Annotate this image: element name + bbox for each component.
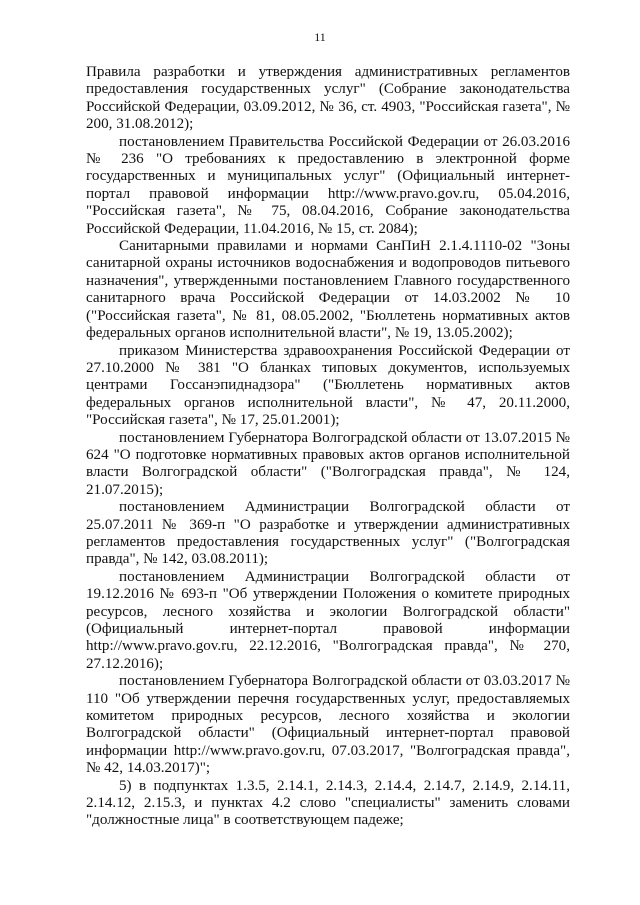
paragraph: постановлением Администрации Волгоградской области от 25.07.2011 № 369-п "О разработке и утверждении административных регламентов предоставления государственных услуг" ("Волгоградская правда", № 142, 03.08.2011); xyxy=(86,499,570,568)
document-body xyxy=(86,64,570,830)
paragraph: Правила разработки и утверждения административных регламентов предоставления государственных услуг" (Собрание законодательства Российской Федерации, 03.09.2012, № 36, ст. 4903, "Российская газета", № 200, 31.08.2012); xyxy=(86,64,570,133)
paragraph: Санитарными правилами и нормами СанПиН 2.1.4.1110-02 "Зоны санитарной охраны источников водоснабжения и водопроводов питьевого назначения", утвержденными постановлением Главного государственного санитарного врача Российской Федерации от 14.03.2002 № 10 ("Российская газета", № 81, 08.05.2002, "Бюллетень нормативных актов федеральных органов исполнительной власти", № 19, 13.05.2002); xyxy=(86,238,570,342)
paragraph: постановлением Администрации Волгоградской области от 19.12.2016 № 693-п "Об утверждении Положения о комитете природных ресурсов, лесного хозяйства и экологии Волгоградской области" (Официальный интернет-портал правовой информации http://www.pravo.gov.ru, 22.12.2016, "Волгоградская правда", № 270, 27.12.2016); xyxy=(86,568,570,672)
paragraph: приказом Министерства здравоохранения Российской Федерации от 27.10.2000 № 381 "О бланках типовых документов, используемых центрами Госсанэпиднадзора" ("Бюллетень нормативных актов федеральных органов исполнительной власти", № 47, 20.11.2000, "Российская газета", № 17, 25.01.2001); xyxy=(86,342,570,429)
paragraph: постановлением Губернатора Волгоградской области от 13.07.2015 № 624 "О подготовке нормативных правовых актов органов исполнительной власти Волгоградской области" ("Волгоградская правда", № 124, 21.07.2015); xyxy=(86,429,570,498)
paragraph: 5) в подпунктах 1.3.5, 2.14.1, 2.14.3, 2.14.4, 2.14.7, 2.14.9, 2.14.11, 2.14.12, 2.15.3, и пунктах 4.2 слово "специалисты" заменить словами "должностные лица" в соответствующем падеже; xyxy=(86,777,570,829)
paragraph: постановлением Правительства Российской Федерации от 26.03.2016 № 236 "О требованиях к предоставлению в электронной форме государственных и муниципальных услуг" (Официальный интернет-портал правовой информации http://www.pravo.gov.ru, 05.04.2016, "Российская газета", № 75, 08.04.2016, Собрание законодательства Российской Федерации, 11.04.2016, № 15, ст. 2084); xyxy=(86,133,570,237)
paragraph: постановлением Губернатора Волгоградской области от 03.03.2017 № 110 "Об утверждении перечня государственных услуг, предоставляемых комитетом природных ресурсов, лесного хозяйства и экологии Волгоградской области" (Официальный интернет-портал правовой информации http://www.pravo.gov.ru, 07.03.2017, "Волгоградская правда", № 42, 14.03.2017)"; xyxy=(86,673,570,777)
page-number: 11 xyxy=(314,30,326,44)
